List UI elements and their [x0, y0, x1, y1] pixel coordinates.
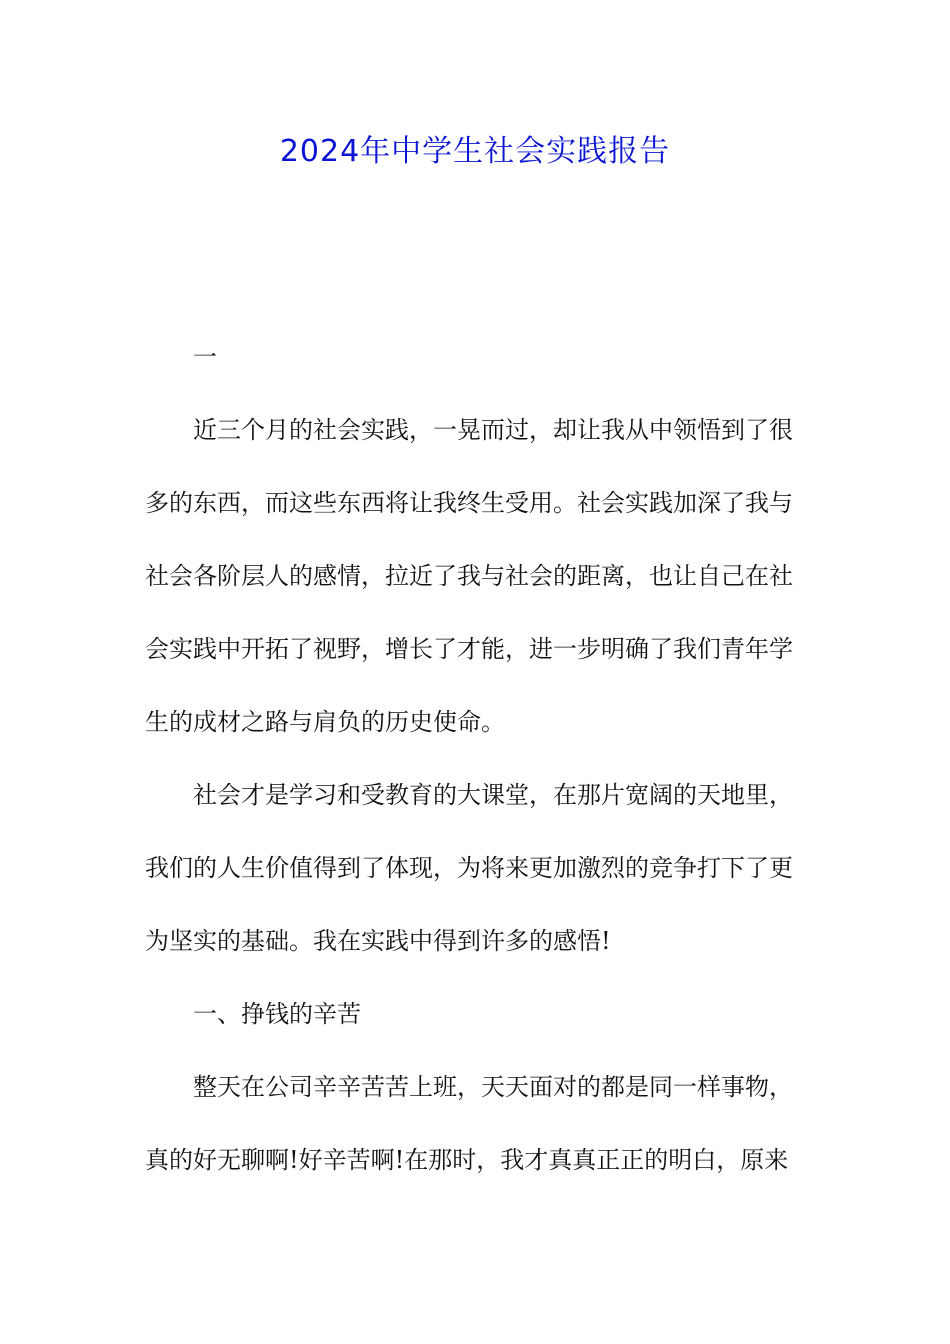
paragraph-1-line-4: 会实践中开拓了视野，增长了才能，进一步明确了我们青年学: [145, 635, 793, 663]
paragraph-1-line-5: 生的成材之路与肩负的历史使命。: [145, 708, 505, 736]
paragraph-1-line-2: 多的东西，而这些东西将让我终生受用。社会实践加深了我与: [145, 489, 793, 517]
section-marker: 一: [193, 343, 217, 371]
paragraph-1-line-3: 社会各阶层人的感情，拉近了我与社会的距离，也让自己在社: [145, 562, 793, 590]
paragraph-2-line-1: 社会才是学习和受教育的大课堂，在那片宽阔的天地里，: [193, 781, 793, 809]
paragraph-3-line-1: 整天在公司辛辛苦苦上班，天天面对的都是同一样事物，: [193, 1073, 793, 1101]
paragraph-3-line-2: 真的好无聊啊!好辛苦啊!在那时，我才真真正正的明白，原来: [145, 1146, 789, 1174]
document-body: [145, 333, 807, 1209]
document-title: 2024年中学生社会实践报告: [279, 134, 671, 169]
paragraph-2-line-3: 为坚实的基础。我在实践中得到许多的感悟!: [145, 927, 611, 955]
section-heading: 一、挣钱的辛苦: [193, 1000, 361, 1028]
paragraph-1-line-1: 近三个月的社会实践，一晃而过，却让我从中领悟到了很: [193, 416, 793, 444]
paragraph-2-line-2: 我们的人生价值得到了体现，为将来更加激烈的竞争打下了更: [145, 854, 793, 882]
